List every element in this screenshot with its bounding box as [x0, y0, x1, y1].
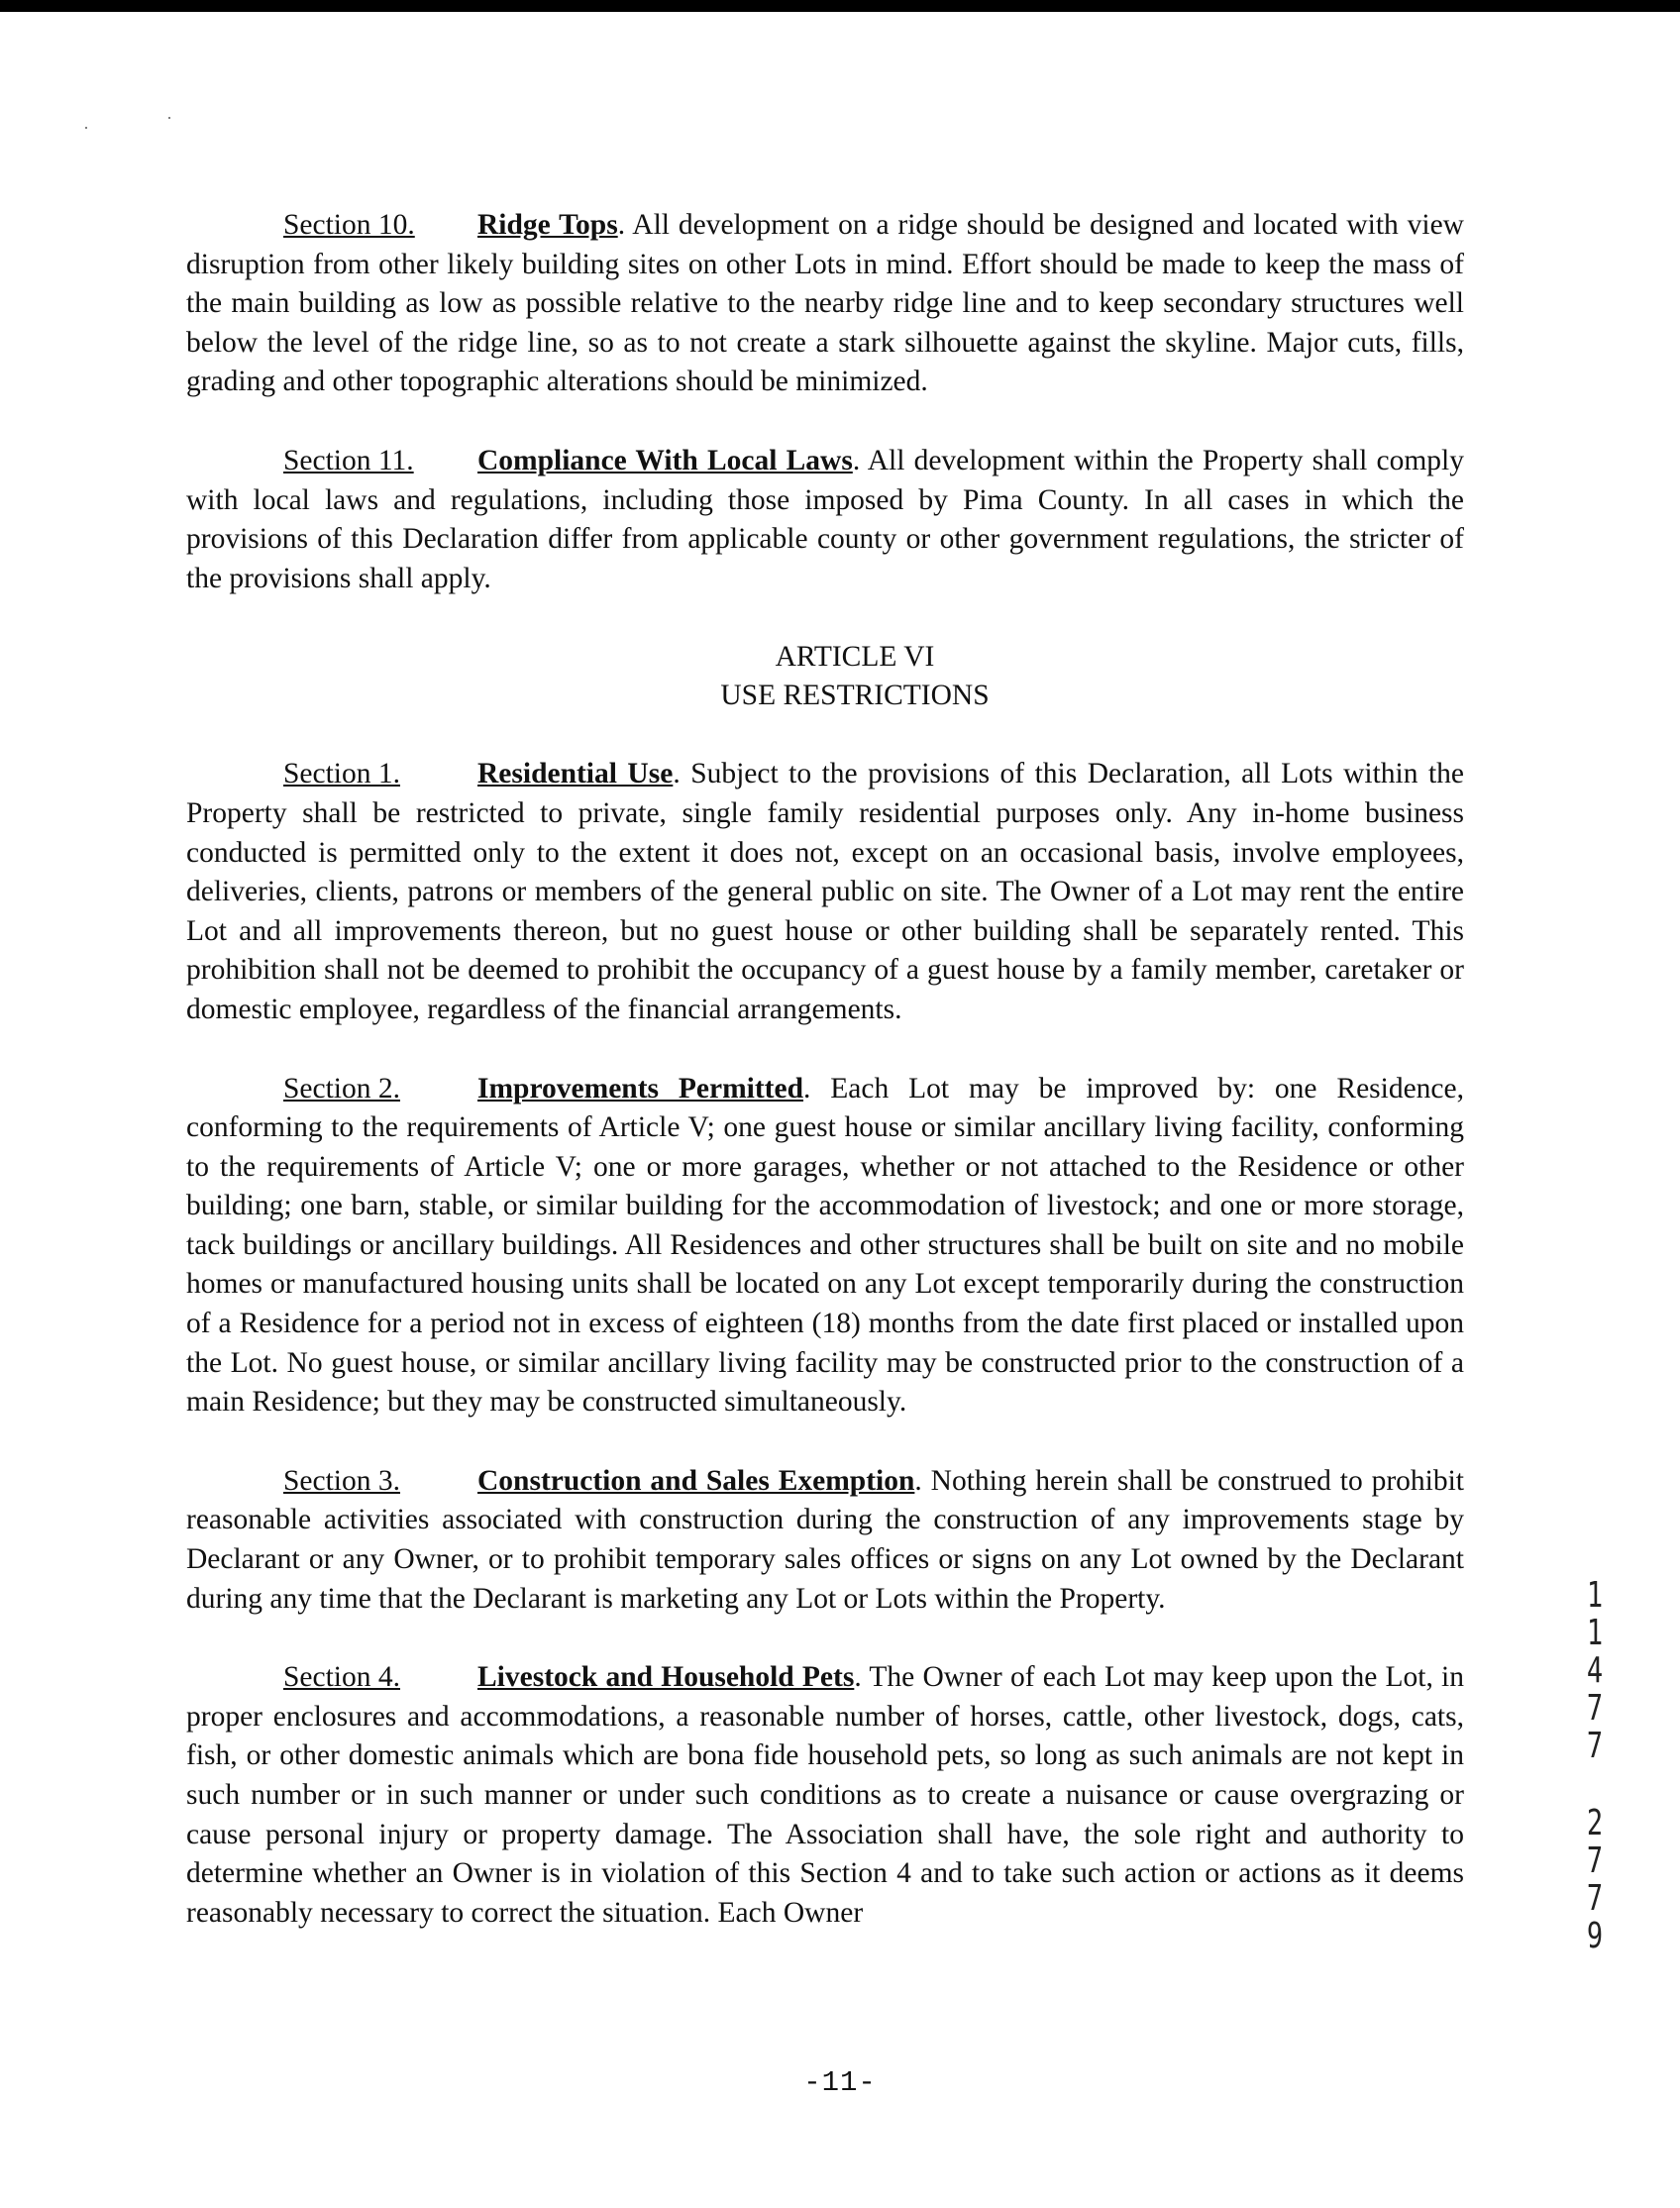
section-2-paragraph [186, 1070, 1464, 1422]
stamp-digit: 7 [1586, 1840, 1604, 1881]
section-title: Construction and Sales Exemption [477, 1464, 915, 1497]
stamp-digit: 4 [1586, 1650, 1604, 1691]
article-heading [186, 638, 1464, 715]
section-body: . Subject to the provisions of this Declaration, all Lots within the Property shall be restricted to private, single family residential purposes only. Any in-home business conducted is permitted only to the extent it does not, except on an occasional basis, involve employees, deliveries, clients, patrons or members of the general public on site. The Owner of a Lot may rent the entire Lot and all improvements thereon, but no guest house or other building shall be separately rented. This prohibition shall not be deemed to prohibit the occupancy of a guest house by a family member, caretaker or domestic employee, regardless of the financial arrangements. [186, 758, 1465, 1025]
section-body: . The Owner of each Lot may keep upon the Lot, in proper enclosures and accommodations, a reasonable number of horses, cattle, other livestock, dogs, cats, fish, or other domestic animals which are bona fide household pets, so long as such animals are not kept in such number or in such manner or under such conditions as to create a nuisance or cause overgrazing or cause personal injury or property damage. The Association shall have, the sole right and authority to determine whether an Owner is in violation of this Section 4 and to take such action or actions as it deems reasonably necessary to correct the situation. Each Owner [186, 1661, 1465, 1929]
section-4-paragraph [186, 1658, 1464, 1933]
section-10-paragraph [186, 206, 1464, 402]
page-number: -11- [803, 2066, 877, 2099]
article-number: ARTICLE VI [775, 641, 935, 674]
section-title: Residential Use [477, 758, 674, 790]
stamp-digit: 1 [1586, 1575, 1604, 1616]
stamp-digit: 7 [1586, 1726, 1604, 1766]
section-label: Section 10. [283, 209, 415, 241]
scan-speck [85, 127, 87, 129]
section-11-paragraph [186, 442, 1464, 598]
section-label: Section 3. [283, 1464, 400, 1497]
document-body [186, 206, 1464, 1972]
section-body: . Each Lot may be improved by: one Residence, conforming to the requirements of Article V; one guest house or similar ancillary living facility, conforming to the requirements of Article V; one or more garages, whether or not attached to the Residence or other building; one barn, stable, or similar building for the accommodation of livestock; and one or more storage, tack buildings or ancillary buildings. All Residences and other structures shall be built on site and no mobile homes or manufactured housing units shall be located on any Lot except temporarily during the construction of a Residence for a period not in excess of eighteen (18) months from the date first placed or installed upon the Lot. No guest house, or similar ancillary living facility may be constructed prior to the construction of a main Residence; but they may be constructed simultaneously. [186, 1072, 1464, 1419]
scan-speck [168, 117, 170, 119]
stamp-digit: 7 [1586, 1878, 1604, 1919]
recording-stamp [1579, 1577, 1611, 1955]
section-label: Section 1. [283, 758, 400, 790]
section-3-paragraph [186, 1462, 1464, 1619]
section-label: Section 2. [283, 1072, 400, 1104]
section-label: Section 4. [283, 1661, 400, 1694]
article-title: USE RESTRICTIONS [720, 680, 990, 712]
section-title: Improvements Permitted [477, 1072, 804, 1104]
section-body: . All development on a ridge should be designed and located with view disruption from other likely building sites on other Lots in mind. Effort should be made to keep the mass of the main building as low as possible relative to the nearby ridge line and to keep secondary structures well below the level of the ridge line, so as to not create a stark silhouette against the skyline. Major cuts, fills, grading and other topographic alterations should be minimized. [186, 209, 1464, 398]
stamp-gap [1579, 1765, 1611, 1805]
section-title: Livestock and Household Pets [477, 1661, 855, 1694]
stamp-digit: 9 [1586, 1916, 1604, 1956]
section-body: . Nothing herein shall be construed to prohibit reasonable activities associated with construction during the construction of any improvements stage by Declarant or any Owner, or to prohibit temporary sales offices or signs on any Lot owned by the Declarant during any time that the Declarant is marketing any Lot or Lots within the Property. [186, 1464, 1464, 1615]
scan-top-border [0, 0, 1680, 12]
section-1-paragraph [186, 755, 1464, 1029]
stamp-digit: 2 [1586, 1803, 1604, 1843]
section-title: Ridge Tops [477, 209, 618, 241]
stamp-digit: 7 [1586, 1688, 1604, 1729]
section-title: Compliance With Local Laws [477, 444, 853, 476]
stamp-digit: 1 [1586, 1613, 1604, 1653]
section-body: . All development within the Property shall comply with local laws and regulations, including those imposed by Pima County. In all cases in which the provisions of this Declaration differ from applicable county or other government regulations, the stricter of the provisions shall apply. [186, 444, 1464, 594]
section-label: Section 11. [283, 444, 414, 476]
